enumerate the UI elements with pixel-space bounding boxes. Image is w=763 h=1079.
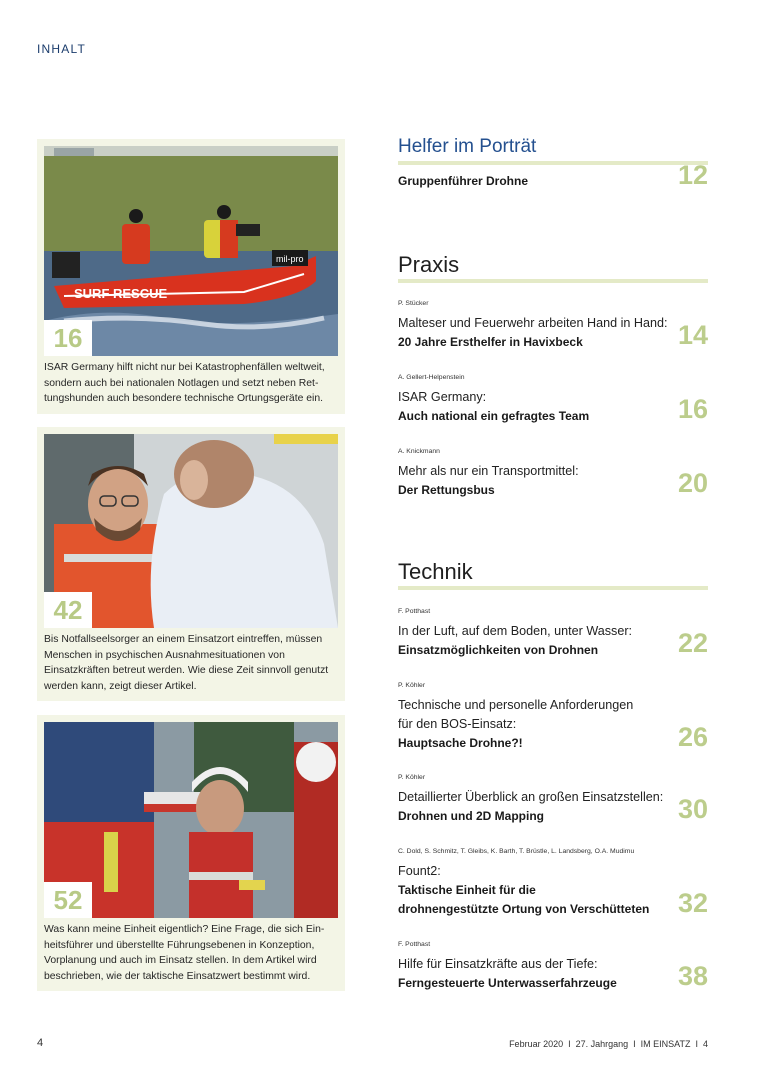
entry-page-number: 22 bbox=[677, 628, 708, 658]
entry-author: A. Knickmann bbox=[398, 448, 440, 455]
toc-entry[interactable] bbox=[398, 941, 708, 993]
section-title: Technik bbox=[398, 559, 473, 584]
footer-page-number: 4 bbox=[37, 1037, 44, 1049]
toc-entry[interactable] bbox=[398, 300, 708, 352]
entry-title: Auch national ein gefragtes Team bbox=[398, 409, 590, 423]
entry-author: F. Potthast bbox=[398, 608, 431, 615]
section-praxis bbox=[398, 251, 708, 283]
entry-page-number: 38 bbox=[677, 961, 708, 991]
entry-title: Hauptsache Drohne?! bbox=[398, 736, 523, 750]
entry-title: Einsatzmöglichkeiten von Drohnen bbox=[398, 643, 599, 657]
entry-page-number: 26 bbox=[677, 722, 708, 752]
section-title: Helfer im Porträt bbox=[398, 136, 537, 157]
entry-kicker: Mehr als nur ein Transportmittel: bbox=[398, 464, 579, 478]
entry-page-number: 14 bbox=[677, 320, 708, 350]
feature-card-einheit[interactable] bbox=[37, 715, 345, 991]
section-divider bbox=[398, 279, 708, 283]
feature-card-isar[interactable] bbox=[37, 139, 345, 414]
card-teaser: ISAR Germany hilft nicht nur bei Katastrophenfällen weltweit, sondern auch bei nationalen Notlagen und setzt neben Rettungshunden auch besondere technische Ortungsgeräte ein. bbox=[44, 362, 325, 405]
card-teaser: Bis Notfallseelsorger an einem Einsatzort eintreffen, müssen Menschen in psychischen Ausnahmesituationen von Einsatzkräften betreut werden. Wie diese Zeit sinnvoll genutzt werden kann, zeigt dieser Artikel. bbox=[44, 634, 329, 692]
section-technik bbox=[398, 558, 708, 590]
footer-imprint: Februar 2020 I 27. Jahrgang I IM EINSATZ I 4 bbox=[509, 1039, 708, 1049]
entry-author: A. Gellert-Helpenstein bbox=[398, 374, 465, 381]
firefighters-photo bbox=[44, 722, 338, 918]
entry-kicker: Hilfe für Einsatzkräfte aus der Tiefe: bbox=[398, 957, 598, 971]
entry-author: F. Potthast bbox=[398, 941, 431, 948]
entry-kicker: ISAR Germany: bbox=[398, 390, 487, 404]
feature-card-seelsorge[interactable] bbox=[37, 427, 345, 701]
entry-title: Ferngesteuerte Unterwasserfahrzeuge bbox=[398, 976, 617, 990]
card-teaser: Was kann meine Einheit eigentlich? Eine Frage, die sich Einheitsführer und überstellte Führungsebenen in Konzeption, Vorplanung und auch im Einsatz stellen. In dem Artikel wird beschrieben, wie der taktische Einsatzwert bestimmt wird. bbox=[44, 924, 325, 982]
entry-kicker: Fount2: bbox=[398, 864, 441, 878]
toc-entry[interactable] bbox=[398, 608, 708, 660]
section-divider bbox=[398, 161, 708, 165]
entry-page-number: 12 bbox=[677, 160, 708, 190]
entry-kicker: Detaillierter Überblick an großen Einsatzstellen: bbox=[398, 790, 664, 804]
entry-title: Drohnen und 2D Mapping bbox=[398, 809, 544, 823]
entry-page-number: 16 bbox=[677, 394, 708, 424]
entry-page-number: 30 bbox=[677, 794, 708, 824]
section-title: Praxis bbox=[398, 252, 460, 277]
entry-kicker: Technische und personelle Anforderungen bbox=[398, 698, 634, 712]
entry-title: Taktische Einheit für die bbox=[398, 883, 536, 897]
entry-page-number: 32 bbox=[677, 888, 708, 918]
section-helfer-im-portraet bbox=[398, 133, 708, 165]
toc-entry[interactable] bbox=[398, 160, 708, 191]
entry-title: Gruppenführer Drohne bbox=[398, 174, 529, 188]
entry-author: P. Köhler bbox=[398, 774, 426, 781]
boat-label: SURF RESCUE bbox=[74, 286, 168, 301]
boat-rescue-photo bbox=[44, 146, 338, 356]
entry-author: P. Köhler bbox=[398, 682, 426, 689]
motor-label: mil-pro bbox=[276, 254, 304, 264]
entry-title: Der Rettungsbus bbox=[398, 483, 495, 497]
paramedic-photo bbox=[44, 434, 338, 628]
card-page-number: 16 bbox=[44, 320, 92, 356]
entry-author: P. Stücker bbox=[398, 300, 429, 307]
entry-kicker: In der Luft, auf dem Boden, unter Wasser: bbox=[398, 624, 633, 638]
toc-entry[interactable] bbox=[398, 682, 708, 753]
entry-author: C. Dold, S. Schmitz, T. Gleibs, K. Barth, T. Brüstle, L. Landsberg, O.A. Mudimu bbox=[398, 848, 635, 855]
toc-entry[interactable] bbox=[398, 848, 708, 919]
toc-entry[interactable] bbox=[398, 374, 708, 426]
entry-title: 20 Jahre Ersthelfer in Havixbeck bbox=[398, 335, 583, 349]
toc-entry[interactable] bbox=[398, 448, 708, 500]
entry-title-line2: drohnengestützte Ortung von Verschütteten bbox=[398, 902, 650, 916]
card-page-number: 42 bbox=[44, 592, 92, 628]
entry-kicker: Malteser und Feuerwehr arbeiten Hand in Hand: bbox=[398, 316, 668, 330]
section-divider bbox=[398, 586, 708, 590]
page-title: INHALT bbox=[37, 42, 86, 56]
toc-entry[interactable] bbox=[398, 774, 708, 826]
card-page-number: 52 bbox=[44, 882, 92, 918]
entry-page-number: 20 bbox=[677, 468, 708, 498]
entry-kicker-line2: für den BOS-Einsatz: bbox=[398, 717, 517, 731]
